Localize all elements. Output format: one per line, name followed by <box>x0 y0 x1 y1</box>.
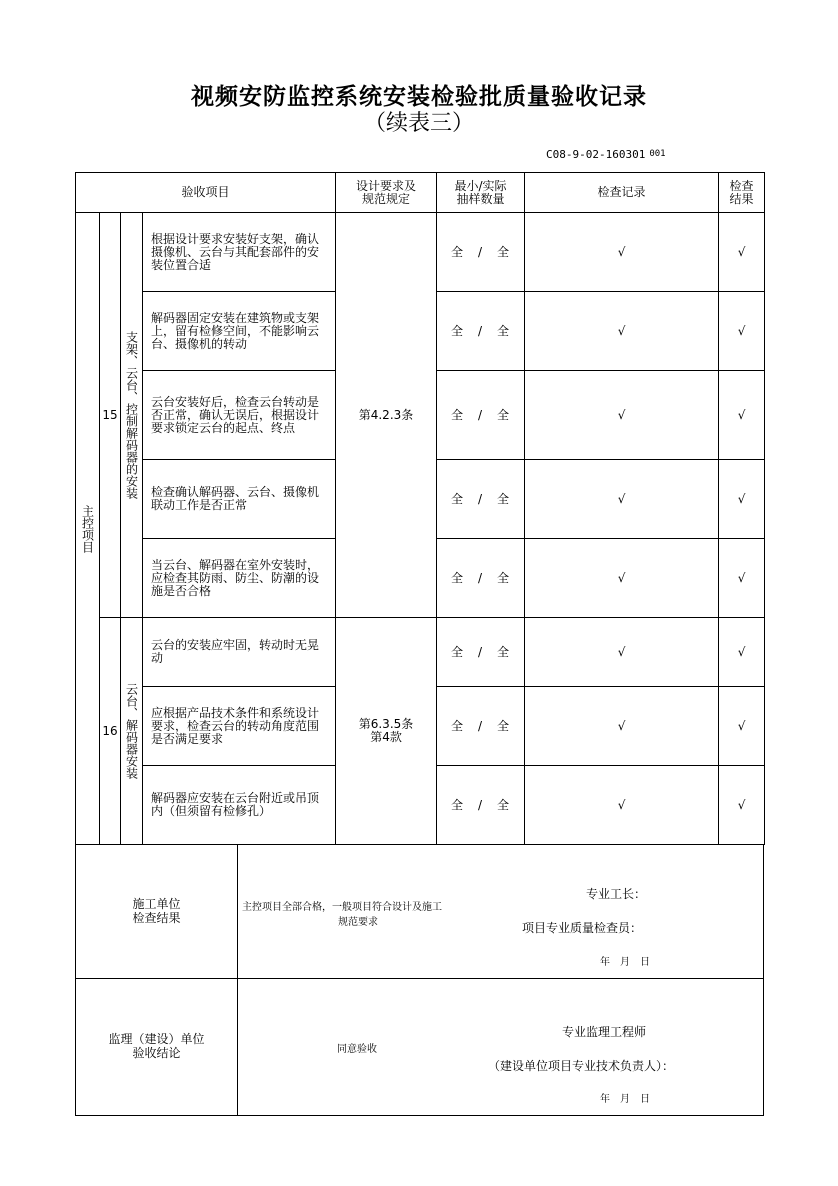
item-text: 应根据产品技术条件和系统设计要求，检查云台的转动角度范围是否满足要求 <box>143 687 336 766</box>
table-row <box>76 618 765 687</box>
record-cell: √ <box>525 292 719 371</box>
item-text: 当云台、解码器在室外安装时，应检查其防雨、防尘、防潮的设施是否合格 <box>143 539 336 618</box>
column-header-sample: 最小/实际抽样数量 <box>437 173 525 213</box>
construction-label: 施工单位检查结果 <box>132 897 181 925</box>
item-text: 云台安装好后，检查云台转动是否正常，确认无误后，根据设计要求锁定云台的起点、终点 <box>143 371 336 460</box>
category-label: 主控项目 <box>80 504 95 553</box>
supervision-conclusion: 同意验收 <box>337 1044 377 1055</box>
supervision-date: 年 月 日 <box>600 1094 650 1105</box>
result-cell: √ <box>719 687 765 766</box>
result-cell: √ <box>719 371 765 460</box>
column-header-item: 验收项目 <box>76 173 336 213</box>
column-header-record: 检查记录 <box>525 173 719 213</box>
group-number-cell: 16 <box>100 618 121 845</box>
supervision-section <box>75 978 764 1116</box>
section-divider <box>237 845 238 978</box>
item-text: 解码器应安装在云台附近或吊顶内（但须留有检修孔） <box>143 766 336 845</box>
record-cell: √ <box>525 460 719 539</box>
section-divider <box>237 979 238 1115</box>
inspector-label: 项目专业质量检查员： <box>522 921 643 935</box>
owner-representative-label: （建设单位项目专业技术负责人）： <box>488 1059 675 1073</box>
form-serial-number: 001 <box>649 149 666 159</box>
foreman-label: 专业工长： <box>586 887 647 901</box>
sample-cell: 全 / 全 <box>437 460 525 539</box>
item-text: 解码器固定安装在建筑物或支架上，留有检修空间，不能影响云台、摄像机的转动 <box>143 292 336 371</box>
column-header-design: 设计要求及规范规定 <box>336 173 437 213</box>
record-cell: √ <box>525 618 719 687</box>
group-name-cell: 支架、云台、控制解码器的安装 <box>121 213 143 618</box>
group-name-cell: 云台、解码器安装 <box>121 618 143 845</box>
clause-cell: 第6.3.5条第4款 <box>336 618 437 845</box>
inspection-table <box>75 172 765 845</box>
construction-conclusion: 主控项目全部合格，一般项目符合设计及施工 规范要求 <box>242 902 442 928</box>
clause-cell: 第4.2.3条 <box>336 213 437 618</box>
record-cell: √ <box>525 371 719 460</box>
record-cell: √ <box>525 539 719 618</box>
result-cell: √ <box>719 618 765 687</box>
sample-cell: 全 / 全 <box>437 371 525 460</box>
item-text: 云台的安装应牢固，转动时无晃动 <box>143 618 336 687</box>
record-cell: √ <box>525 687 719 766</box>
sample-cell: 全 / 全 <box>437 687 525 766</box>
document-subtitle: （续表三） <box>363 111 474 136</box>
sample-cell: 全 / 全 <box>437 618 525 687</box>
sample-cell: 全 / 全 <box>437 213 525 292</box>
form-code-number: C08-9-02-160301 <box>546 148 646 161</box>
item-text: 检查确认解码器、云台、摄像机联动工作是否正常 <box>143 460 336 539</box>
engineer-label: 专业监理工程师 <box>562 1025 647 1039</box>
result-cell: √ <box>719 460 765 539</box>
item-text: 根据设计要求安装好支架，确认摄像机、云台与其配套部件的安装位置合适 <box>143 213 336 292</box>
result-cell: √ <box>719 292 765 371</box>
construction-section <box>75 845 764 979</box>
sample-cell: 全 / 全 <box>437 539 525 618</box>
group-number-cell: 15 <box>100 213 121 618</box>
record-cell: √ <box>525 766 719 845</box>
column-header-result: 检查结果 <box>719 173 765 213</box>
document-title: 视频安防监控系统安装检验批质量验收记录 <box>191 84 647 110</box>
category-cell <box>76 213 100 845</box>
form-code <box>546 148 666 161</box>
construction-date: 年 月 日 <box>600 957 650 968</box>
header-row <box>76 173 765 213</box>
sample-cell: 全 / 全 <box>437 292 525 371</box>
record-cell: √ <box>525 213 719 292</box>
result-cell: √ <box>719 213 765 292</box>
supervision-label: 监理（建设）单位 验收结论 <box>108 1032 205 1060</box>
table-row <box>76 213 765 292</box>
result-cell: √ <box>719 766 765 845</box>
result-cell: √ <box>719 539 765 618</box>
sample-cell: 全 / 全 <box>437 766 525 845</box>
